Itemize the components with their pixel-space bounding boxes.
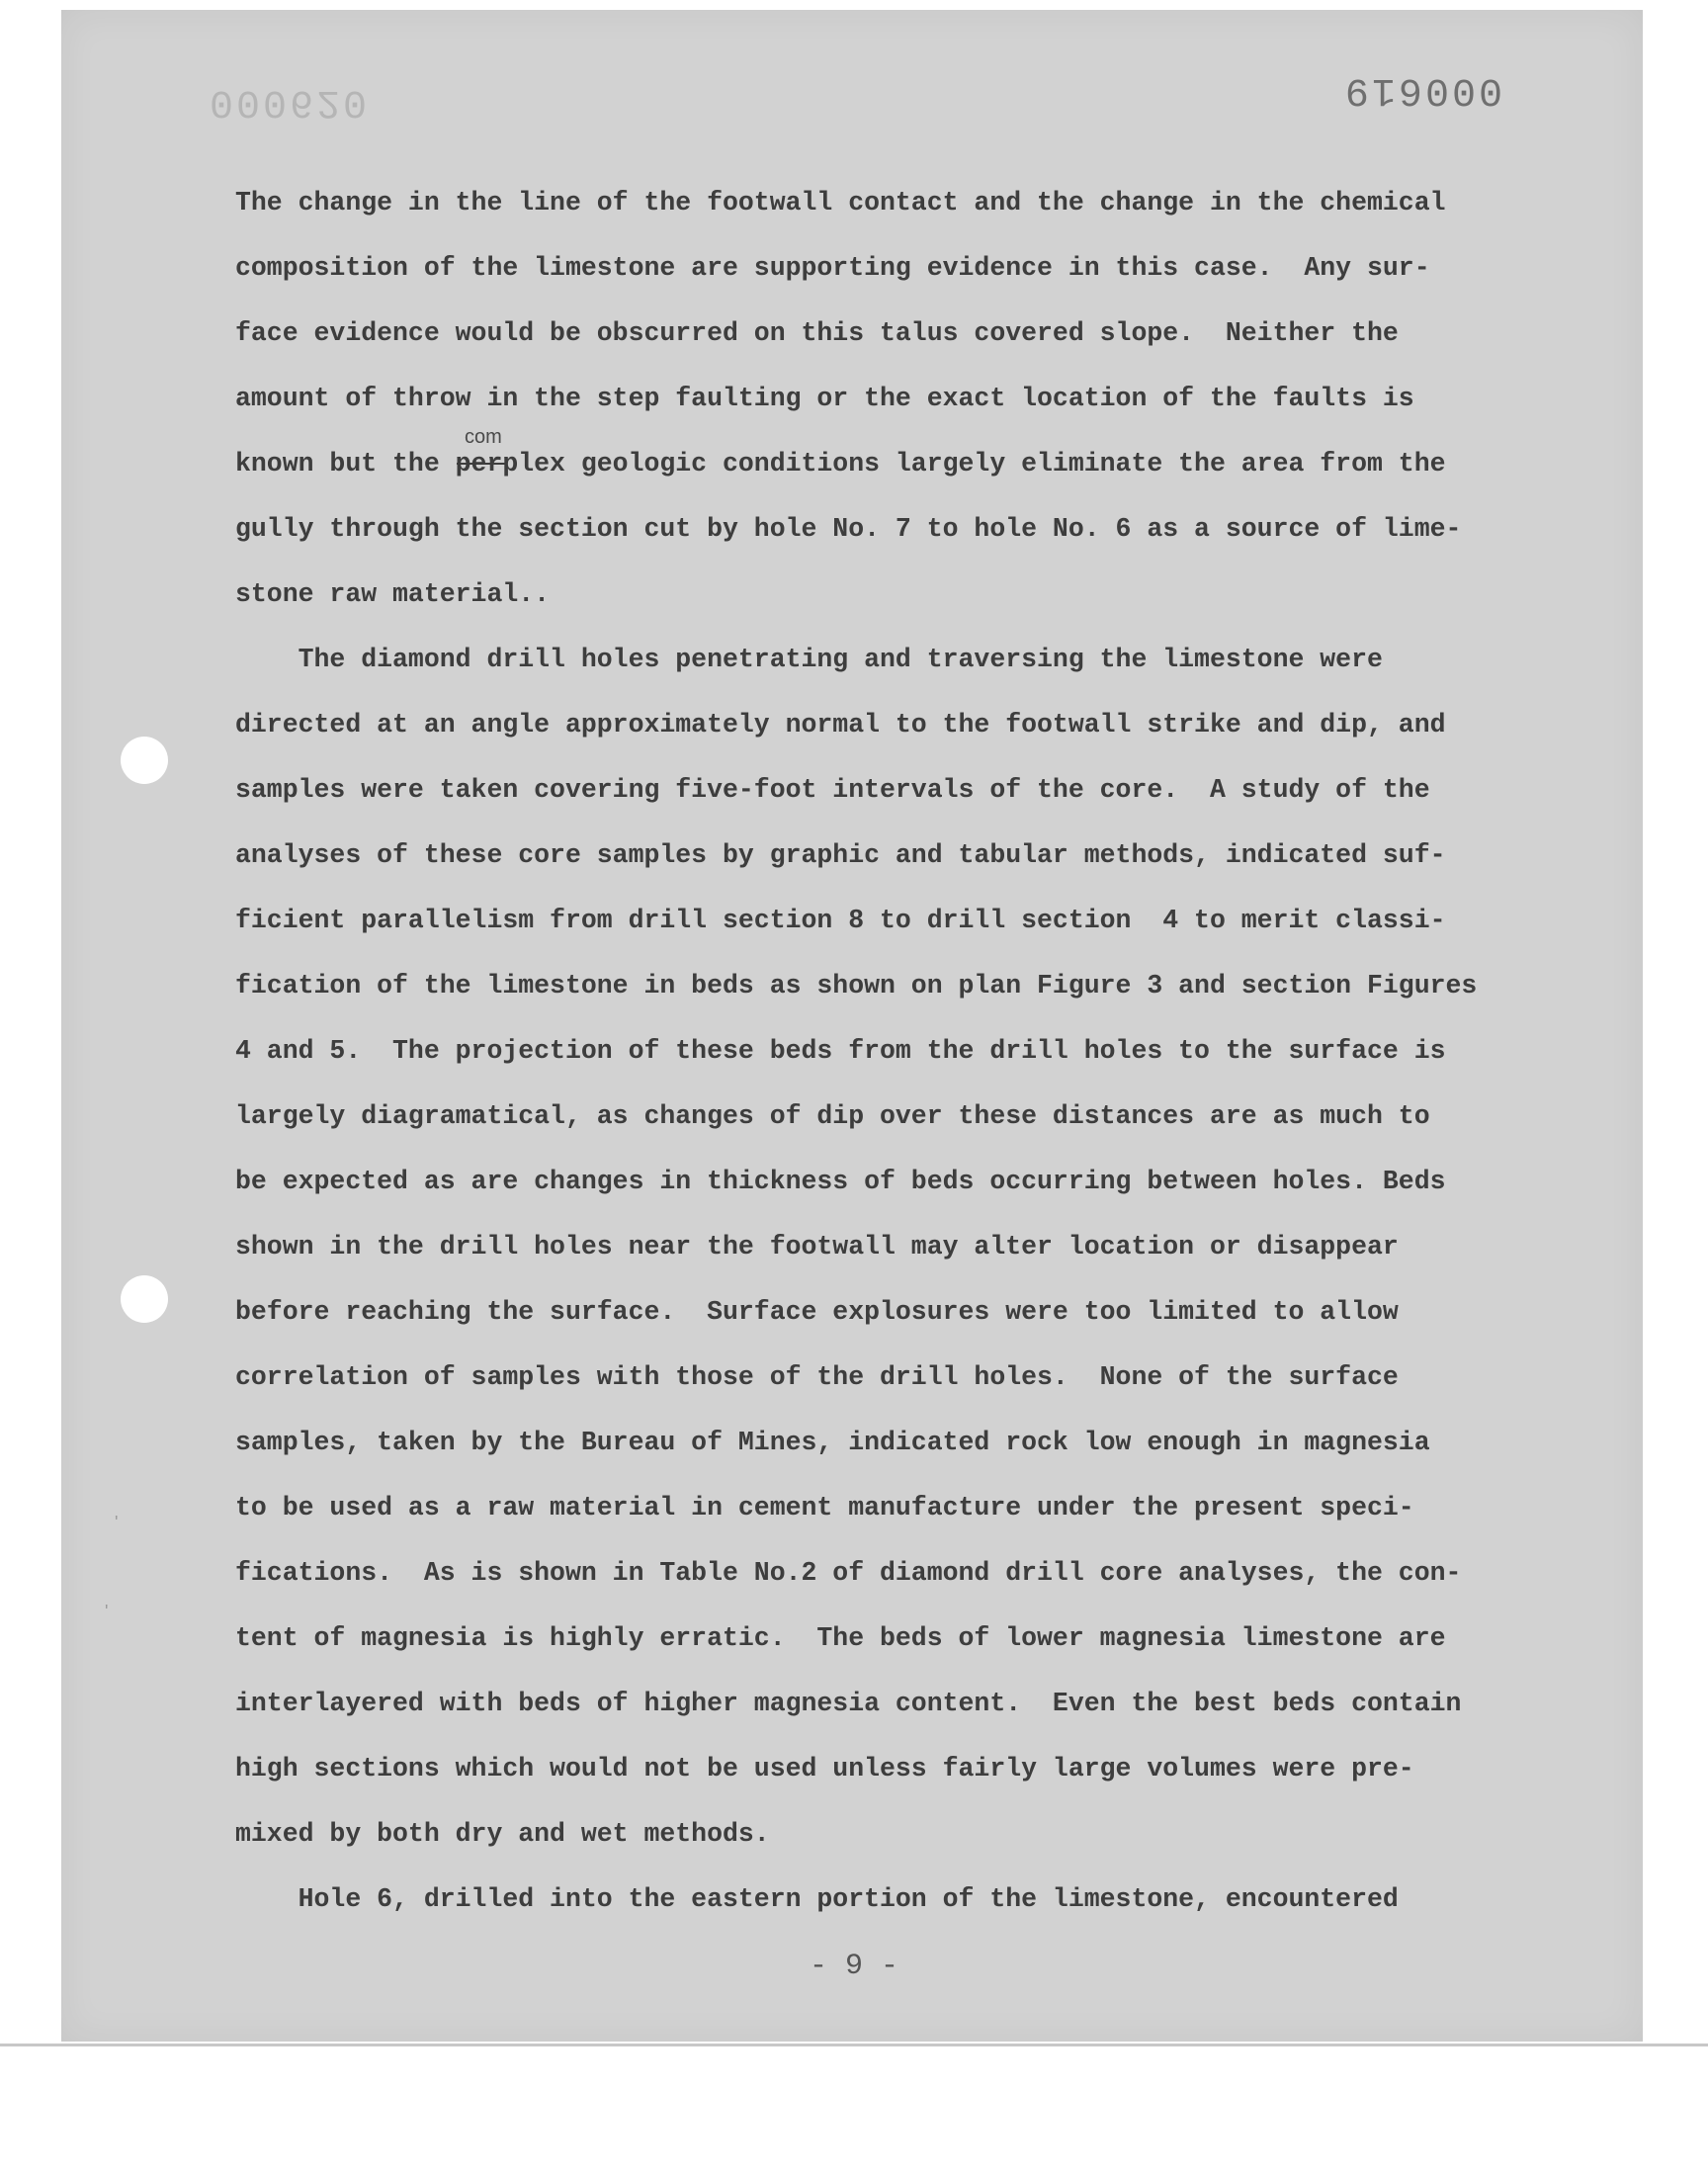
text-line: mixed by both dry and wet methods.: [235, 1819, 770, 1849]
text-line: fications. As is shown in Table No.2 of diamond drill core analyses, the con-: [235, 1558, 1462, 1588]
text-line: interlayered with beds of higher magnesia content. Even the best beds contain: [235, 1689, 1462, 1718]
text-line: 4 and 5. The projection of these beds from the drill holes to the surface is: [235, 1036, 1446, 1066]
text-line: before reaching the surface. Surface explosures were too limited to allow: [235, 1297, 1399, 1327]
text-line: stone raw material..: [235, 579, 551, 609]
text-line: face evidence would be obscurred on this talus covered slope. Neither the: [235, 318, 1399, 348]
text-line: Hole 6, drilled into the eastern portion of the limestone, encountered: [235, 1884, 1399, 1914]
text-line: tent of magnesia is highly erratic. The beds of lower magnesia limestone are: [235, 1623, 1446, 1653]
text-line: fication of the limestone in beds as shown on plan Figure 3 and section Figures: [235, 971, 1478, 1000]
text-line: largely diagramatical, as changes of dip over these distances are as much to: [235, 1101, 1430, 1131]
text-line: samples, taken by the Bureau of Mines, indicated rock low enough in magnesia: [235, 1428, 1430, 1457]
bleed-through-page-stamp: 000620: [210, 79, 371, 124]
page-id-stamp: 000619: [1342, 67, 1503, 112]
text-line: directed at an angle approximately normal to the footwall strike and dip, and: [235, 710, 1446, 740]
text-line: The change in the line of the footwall contact and the change in the chemical: [235, 188, 1446, 218]
text-line: to be used as a raw material in cement manufacture under the present speci-: [235, 1493, 1414, 1522]
text-line: ficient parallelism from drill section 8 to drill section 4 to merit classi-: [235, 906, 1446, 935]
body-text: [235, 170, 1540, 1932]
text-line: analyses of these core samples by graphic and tabular methods, indicated suf-: [235, 840, 1446, 870]
text-line: samples were taken covering five-foot intervals of the core. A study of the: [235, 775, 1430, 805]
punch-hole-icon: [121, 1275, 168, 1323]
text-line: gully through the section cut by hole No. 7 to hole No. 6 as a source of lime-: [235, 514, 1462, 544]
text-line: correlation of samples with those of the drill holes. None of the surface: [235, 1362, 1399, 1392]
margin-mark: ʹ: [105, 1602, 109, 1621]
text-line: be expected as are changes in thickness of beds occurring between holes. Beds: [235, 1167, 1446, 1196]
page-bottom-edge: [0, 2044, 1708, 2046]
text-line: known but the perplex geologic conditions largely eliminate the area from the: [235, 449, 1446, 478]
margin-mark: ʹ: [115, 1513, 119, 1532]
page-number: - 9 -: [809, 1950, 898, 1983]
handwritten-correction: com: [465, 426, 502, 448]
text-line: composition of the limestone are supporting evidence in this case. Any sur-: [235, 253, 1430, 283]
text-line: amount of throw in the step faulting or the exact location of the faults is: [235, 384, 1414, 413]
text-line: The diamond drill holes penetrating and traversing the limestone were: [235, 645, 1383, 674]
punch-hole-icon: [121, 737, 168, 784]
text-line: high sections which would not be used unless fairly large volumes were pre-: [235, 1754, 1414, 1784]
text-line: shown in the drill holes near the footwall may alter location or disappear: [235, 1232, 1399, 1262]
